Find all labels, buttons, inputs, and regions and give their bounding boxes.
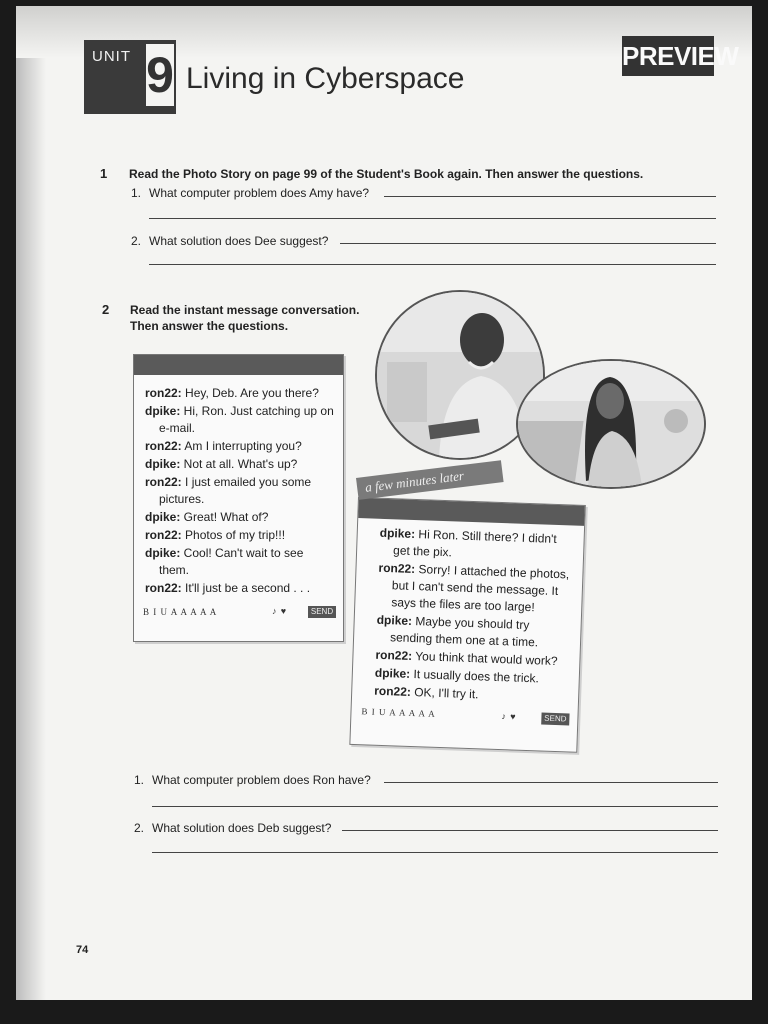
preview-badge: PREVIEW: [622, 36, 714, 76]
chat-1-note-heart-icons[interactable]: ♪ ♥: [272, 606, 288, 616]
ex1-q1-answer-line-2[interactable]: [149, 218, 716, 219]
page-number: 74: [76, 944, 89, 956]
ex2-q2-text: What solution does Deb suggest?: [152, 821, 332, 835]
ex1-q1-answer-line[interactable]: [384, 196, 716, 197]
exercise-2-instruction-line-1: Read the instant message conversation.: [130, 303, 360, 317]
ex1-q2-answer-line[interactable]: [340, 243, 716, 244]
message-sender: ron22:: [378, 560, 416, 577]
message-text-cont: them.: [159, 563, 190, 577]
chat-2-send-button[interactable]: SEND: [541, 713, 569, 726]
message-sender: ron22:: [145, 581, 182, 595]
message-text: Hey, Deb. Are you there?: [181, 386, 319, 400]
message-text: Not at all. What's up?: [180, 457, 298, 471]
chat-window-2: [349, 497, 586, 753]
exercise-1-instruction: Read the Photo Story on page 99 of the Student's Book again. Then answer the questions.: [129, 167, 644, 181]
ex2-q1-label: 1.: [134, 773, 145, 787]
message-text: Photos of my trip!!!: [181, 528, 286, 542]
ex1-q2-label: 2.: [131, 234, 142, 248]
ex2-q1-text: What computer problem does Ron have?: [152, 773, 371, 787]
chat-1-messages: [145, 385, 341, 598]
ex2-q2-answer-line[interactable]: [342, 830, 718, 831]
message-text-cont: sending them one at a time.: [389, 630, 539, 650]
ex1-q2-text: What solution does Dee suggest?: [149, 234, 329, 248]
message-sender: ron22:: [145, 439, 182, 453]
message-sender: ron22:: [375, 647, 413, 663]
chat-1-titlebar: [134, 355, 343, 375]
unit-title: Living in Cyberspace: [186, 62, 465, 95]
chat-1-message: [145, 509, 341, 526]
ex2-q2-answer-line-2[interactable]: [152, 852, 718, 853]
page-binding-shadow: [16, 6, 46, 1000]
message-sender: dpike:: [145, 510, 181, 524]
message-text-cont-2: says the files are too large!: [391, 595, 535, 615]
chat-2-format-toolbar[interactable]: B I U A A A A A: [361, 706, 436, 719]
ex1-q1-label: 1.: [131, 186, 142, 200]
message-text: Hi, Ron. Just catching up on: [180, 404, 334, 418]
chat-1-message: [145, 403, 341, 437]
chat-1-message: [145, 527, 341, 544]
message-sender: ron22:: [374, 683, 412, 699]
exercise-2-instruction-line-2: Then answer the questions.: [130, 319, 289, 333]
chat-1-message: [145, 545, 341, 579]
woman-photo: [516, 359, 706, 489]
chat-1-message: [145, 438, 341, 455]
message-sender: ron22:: [145, 528, 182, 542]
chat-window-1: [133, 354, 344, 642]
message-text: It'll just be a second . . .: [181, 581, 311, 595]
message-text-cont: but I can't send the message. It: [391, 578, 559, 599]
ex1-q2-answer-line-2[interactable]: [149, 264, 716, 265]
chat-1-message: [145, 474, 341, 508]
message-text-cont: get the pix.: [392, 543, 453, 560]
message-text: OK, I'll try it.: [410, 684, 479, 702]
ex2-q1-answer-line[interactable]: [384, 782, 718, 783]
unit-number: 9: [146, 44, 174, 106]
chat-1-message: [145, 385, 341, 402]
ex1-q1-text: What computer problem does Amy have?: [149, 186, 370, 200]
chat-1-format-toolbar[interactable]: B I U A A A A A: [143, 607, 218, 617]
message-text: Sorry! I attached the photos,: [414, 562, 570, 582]
message-sender: ron22:: [145, 386, 182, 400]
exercise-1-number: 1: [100, 166, 108, 181]
message-text-cont: pictures.: [159, 492, 205, 506]
chat-1-send-button[interactable]: SEND: [308, 606, 336, 618]
message-sender: dpike:: [379, 525, 416, 542]
time-ribbon: a few minutes later: [356, 460, 504, 500]
chat-2-message: [379, 525, 584, 566]
message-text: Great! What of?: [180, 510, 269, 524]
exercise-2-number: 2: [102, 302, 110, 317]
message-sender: dpike:: [374, 665, 411, 681]
chat-2-messages: [374, 525, 584, 708]
ex2-q1-answer-line-2[interactable]: [152, 806, 718, 807]
message-text: Am I interrupting you?: [181, 439, 302, 453]
message-text: It usually does the trick.: [409, 666, 540, 686]
message-text: Hi Ron. Still there? I didn't: [414, 527, 557, 546]
ex2-q2-label: 2.: [134, 821, 145, 835]
message-text: Cool! Can't wait to see: [180, 546, 304, 560]
message-text: Maybe you should try: [411, 613, 530, 633]
chat-1-message: [145, 456, 341, 473]
message-sender: dpike:: [145, 404, 181, 418]
chat-2-note-heart-icons[interactable]: ♪ ♥: [501, 711, 517, 722]
message-sender: dpike:: [145, 546, 181, 560]
message-sender: ron22:: [145, 475, 182, 489]
message-text-cont: e-mail.: [159, 421, 196, 435]
chat-2-message: [377, 560, 583, 618]
message-sender: dpike:: [145, 457, 181, 471]
chat-2-message: [376, 612, 581, 653]
woman-photo-illustration: [518, 361, 704, 487]
chat-1-message: [145, 580, 341, 597]
message-text: You think that would work?: [411, 648, 558, 669]
message-sender: dpike:: [376, 612, 413, 628]
message-text: I just emailed you some: [181, 475, 312, 489]
unit-label: UNIT: [92, 48, 131, 65]
